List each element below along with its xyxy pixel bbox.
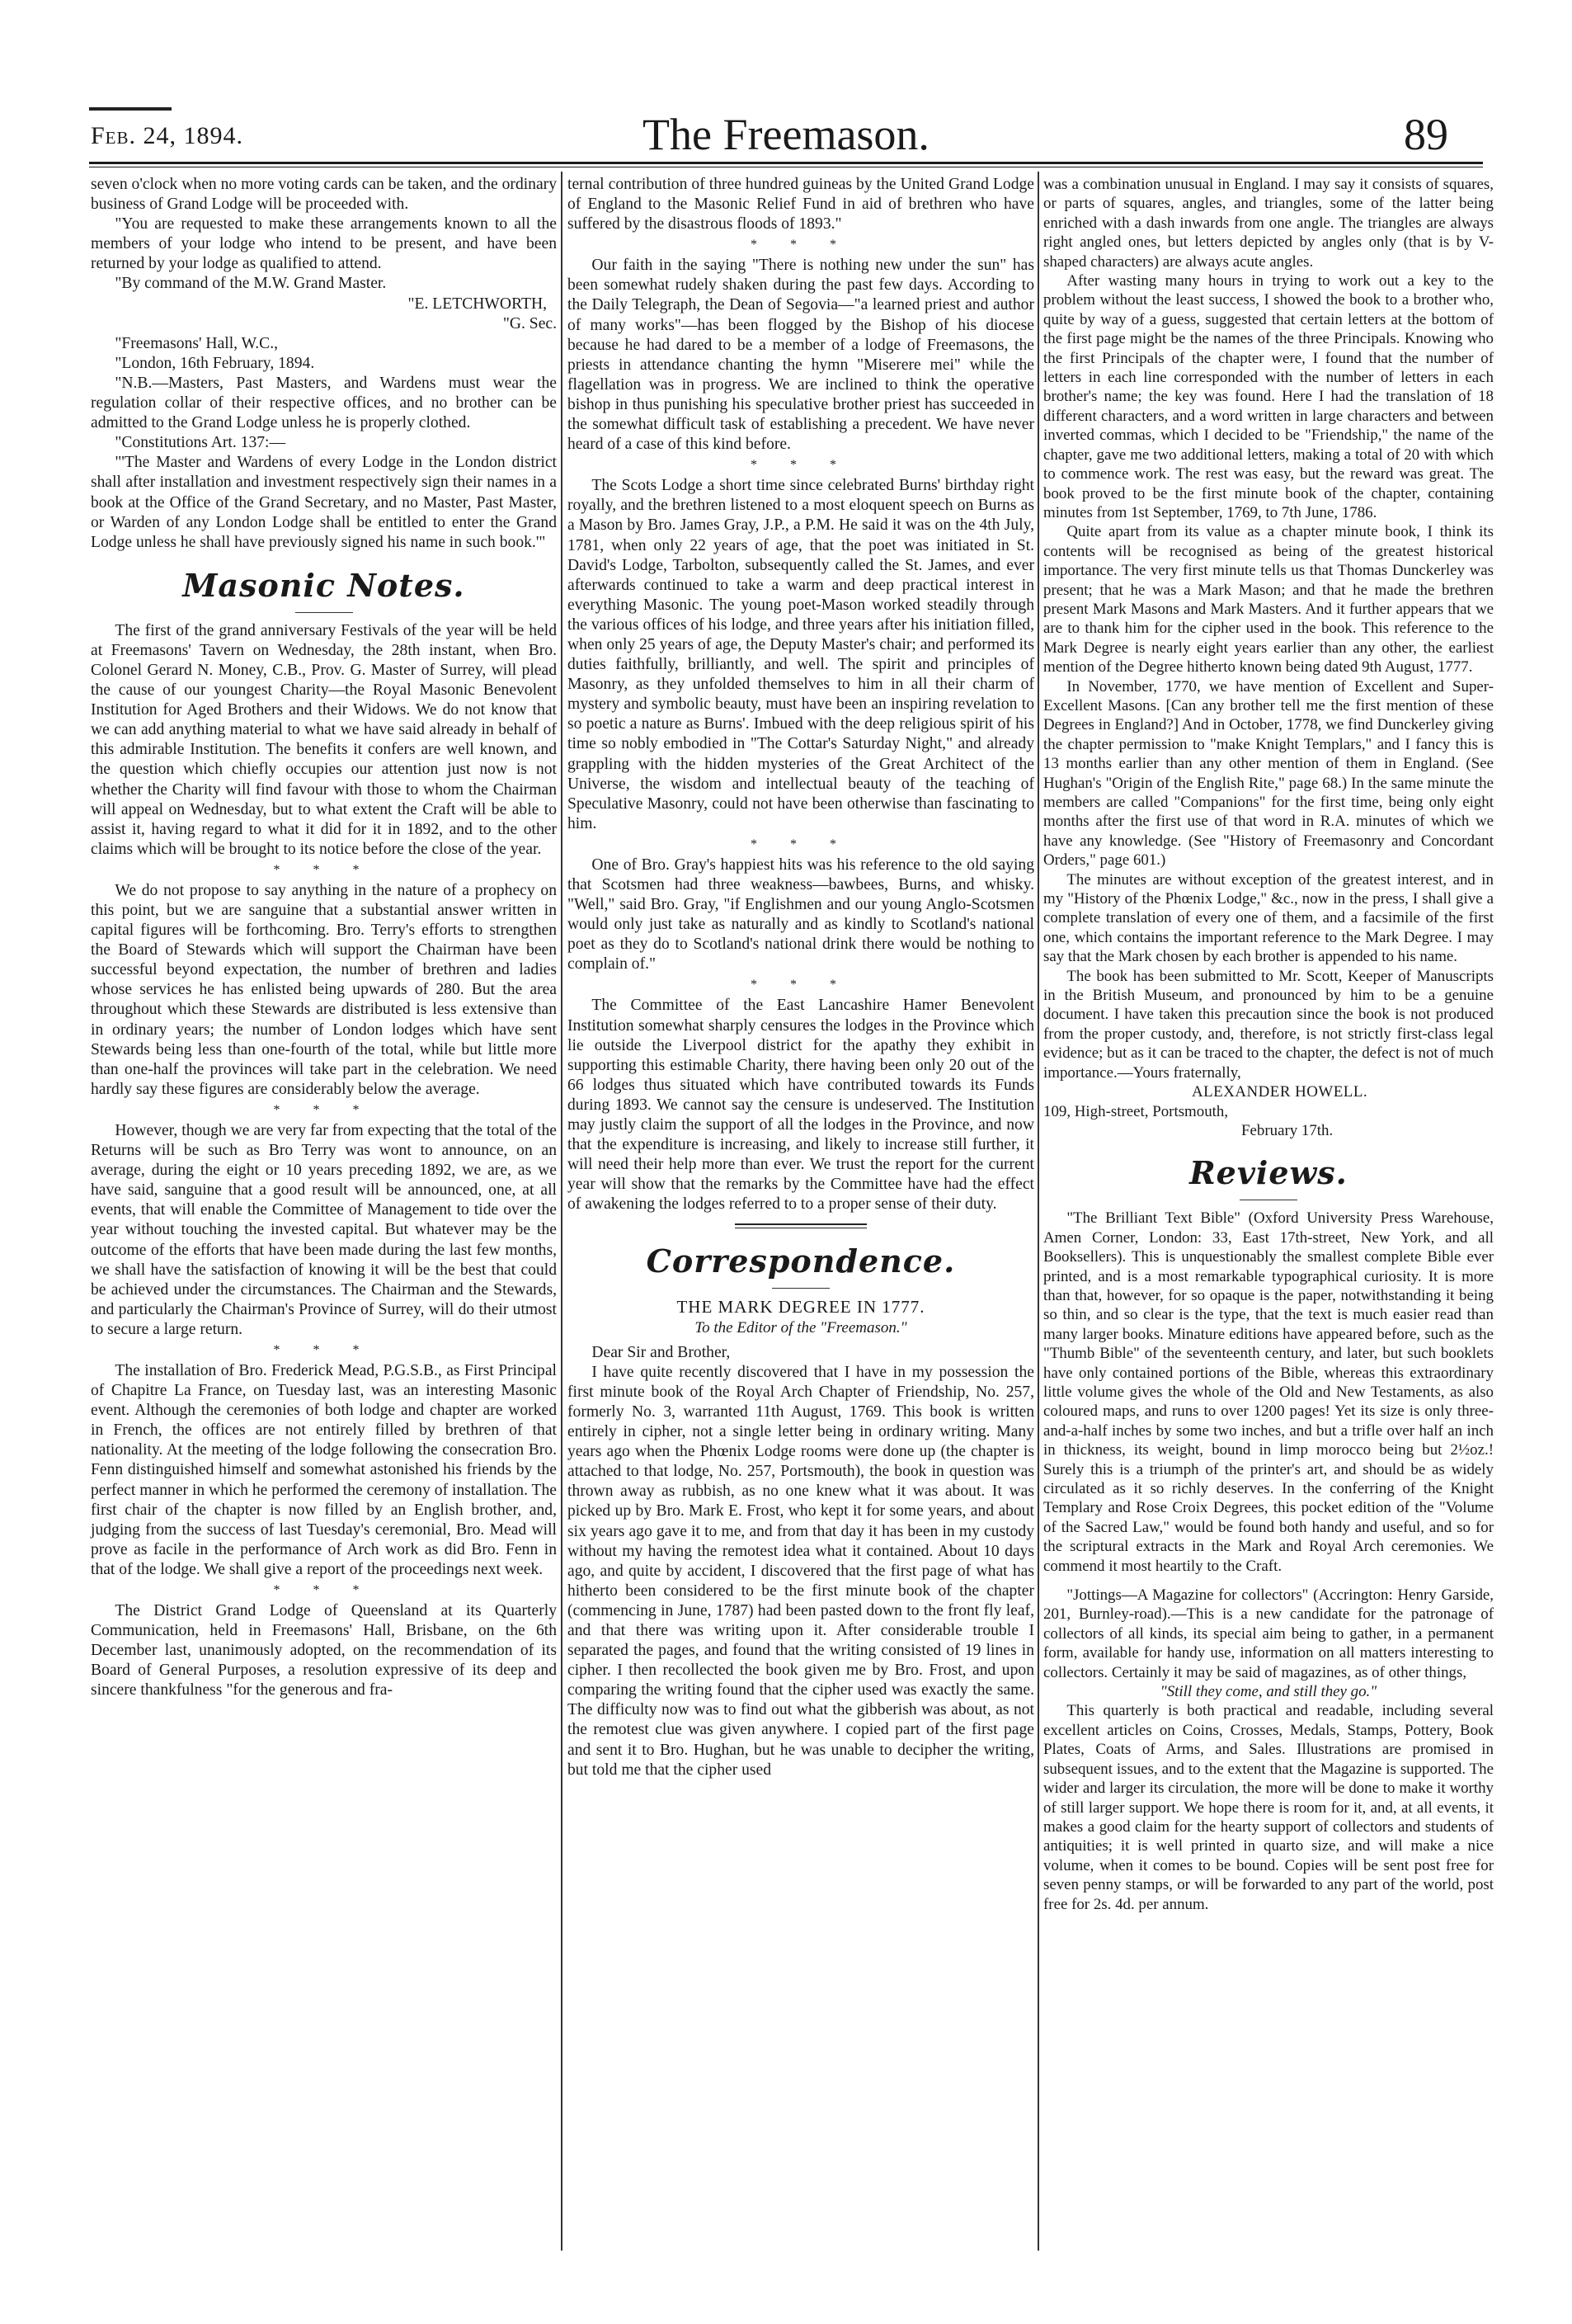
- paragraph: The Committee of the East Lancashire Hamer Benevolent Institution somewhat sharply censures the lodges in the Province which lie outside the Liverpool district for the apathy they exhibit in supporting this estimable Charity, there having been only 20 out of the 66 lodges thus situated which have contributed towards its Funds during 1893. We cannot say the censure is undeserved. The Institution may justly claim the support of all the lodges in the Province, and now that the expenditure is increasing, and likely to increase still further, it will need their help more than ever. We trust the report for the current year will show that the remarks by the Committee have had the effect of awakening the lodges referred to to a proper sense of their duty.: [567, 997, 1034, 1214]
- separator-stars: * * *: [273, 1583, 374, 1597]
- separator-stars: * * *: [751, 458, 851, 473]
- issue-date: Feb. 24, 1894.: [91, 122, 244, 149]
- page-number: 89: [1404, 110, 1448, 159]
- paragraph: "The Brilliant Text Bible" (Oxford University Press Warehouse, Amen Corner, London: 33, East 17th-street, New York, and all Booksellers). This is unquestionably the smallest complete Bible ever printed, and is a most remarkable typographical curiosity. It is more than that, however, for so opaque is the paper, notwithstanding it being so thin, and so clear is the type, that the text is much easier read than many larger books. Minature editions have appeared before, such as the "Thumb Bible" of the seventeenth century, and later, but such booklets have only contained portions of the Bible, whereas this extraordinary little volume gives the whole of the Old and New Testaments, as also coloured maps, and runs to over 1200 pages! Yet its size is only three-and-a-half inches by some two inches, and but a trifle over half an inch in thickness, its weight, bound in limp morocco being but 2½oz.! Surely this is a triumph of the printer's art, and should be as widely circulated as it so richly deserves. In the conferring of the Knight Templary and Rose Croix Degrees, this pocket edition of the "Volume of the Sacred Law," would be found both handy and useful, and so for the scriptural extracts in the Mark and Royal Arch ceremonies. We commend it most heartily to the Craft.: [1043, 1209, 1494, 1575]
- separator-stars: * * *: [273, 862, 374, 877]
- salutation: Dear Sir and Brother,: [591, 1343, 731, 1361]
- paragraph: However, though we are very far from expecting that the total of the Returns will be such as Bro Terry was wont to announce, on an average, during the eight or 10 years preceding 1892, we are, as we have said, sanguine that a good result will be announced, one, at all events, that will enable the Committee of Management to tide over the year without touching the invested capital. But whatever may be the outcome of the efforts that have been made during the last few months, we shall have the satisfaction of knowing it will be the best that could be achieved under the circumstances. The Chairman and the Stewards, and particularly the Chairman's Province of Surrey, will do their utmost to secure a large return.: [91, 1121, 557, 1338]
- column-divider-2: [1038, 172, 1039, 2251]
- masthead-title: The Freemason.: [642, 110, 930, 159]
- paragraph: Quite apart from its value as a chapter minute book, I think its contents will be recognised as being of the greatest historical importance. The very first minute tells us that Thomas Dunckerley was present; that he was a Mark Mason; and that he made the brethren present Mark Masons and Mark Masters. And it further appears that we are to thank him for the cipher used in the book. This reference to the Mark Degree is nearly eight years earlier than any other, the earliest mention of the Degree hitherto known being dated 9th August, 1777.: [1043, 523, 1494, 676]
- letter-signature: ALEXANDER HOWELL.: [1192, 1083, 1368, 1101]
- paragraph: "You are requested to make these arrangements known to all the members of your lodge who intend to be present, and have been returned by your lodge as qualified to attend.: [91, 215, 557, 273]
- paragraph: "'The Master and Wardens of every Lodge in the London district shall after installation and investment respectively sign their names in a book at the Office of the Grand Secretary, and no Master, Past Master, or Warden of any London Lodge shall be entitled to enter the Grand Lodge unless he shall have previously signed his name in such book.'": [91, 454, 557, 551]
- column-1: [91, 175, 557, 1700]
- paragraph: "N.B.—Masters, Past Masters, and Wardens must wear the regulation collar of their respective offices, and no brother can be admitted to the Grand Lodge unless he is properly clothed.: [91, 374, 557, 432]
- paragraph: was a combination unusual in England. I may say it consists of squares, or parts of squares, angles, and triangles, some of the latter being enriched with a dash inwards from one angle. The triangles are always right angled ones, but letters depicted by angles only (that is by V-shaped characters) are always acute angles.: [1043, 176, 1494, 271]
- heading-rule: [772, 1288, 830, 1289]
- paragraph: seven o'clock when no more voting cards can be taken, and the ordinary business of Grand Lodge will be proceeded with.: [91, 176, 557, 214]
- paragraph: "Constitutions Art. 137:—: [115, 434, 286, 452]
- address-line: "Freemasons' Hall, W.C.,: [115, 334, 279, 352]
- paragraph: The installation of Bro. Frederick Mead, P.G.S.B., as First Principal of Chapitre La France, on Tuesday last, was an interesting Masonic event. Although the ceremonies of both lodge and chapter are worked in French, the offices are not entirely filled by brethren of that nationality. At the meeting of the lodge following the consecration Bro. Fenn distinguished himself and somewhat astonished his friends by the perfect manner in which he performed the ceremony of installation. The first chair of the chapter is now filled by an English brother, and, judging from the success of last Tuesday's ceremonial, Bro. Mead will prove as facile in the performance of Arch work as did Bro. Fenn in that of the lodge. We shall give a report of the proceedings next week.: [91, 1361, 557, 1578]
- paragraph: After wasting many hours in trying to work out a key to the problem without the least success, I showed the book to a brother who, quite by way of a guess, suggested that certain letters at the bottom of the first page might be the names of the three Principals. Knowing who the first Principals of the chapter were, I found that the number of letters in each line corresponded with the number of letters in each brother's name; the key was found. Here I had the translation of 18 different characters, and a word written in large characters and between inverted commas, which I decided to be "Friendship," the name of the chapter, gave me two additional letters, making a total of 20 with which to commence work. The rest was easy, but the reward was great. The book proved to be the first minute book of the chapter, containing minutes from 1st September, 1769, to 7th June, 1786.: [1043, 272, 1494, 521]
- section-double-rule: [735, 1223, 867, 1228]
- paragraph: "By command of the M.W. Grand Master.: [115, 275, 387, 293]
- paragraph: Our faith in the saying "There is nothing new under the sun" has been somewhat rudely shaken during the past few days. According to the Daily Telegraph, the Dean of Segovia—"a learned priest and author of many works"—has been flogged by the Bishop of his diocese because he had dared to be a member of a lodge of Freemasons, the priests in attendance chanting the hymn "Miserere mei" while the flagellation was in progress. We are inclined to think the operative bishop in thus punishing his speculative brother priest has succeeded in the somewhat difficult task of establishing a precedent. We have never heard of a case of this kind before.: [567, 257, 1034, 454]
- paragraph: ternal contribution of three hundred guineas by the United Grand Lodge of England to the Masonic Relief Fund in aid of brethren who have suffered by the disastrous floods of 1893.": [567, 176, 1034, 233]
- signature-title: "G. Sec.: [502, 314, 557, 332]
- section-heading-masonic-notes: Masonic Notes.: [182, 566, 465, 604]
- paragraph: The minutes are without exception of the greatest interest, and in my "History of the Phœnix Lodge," &c., now in the press, I shall give a complete translation of every one of them, and a facsimile of the first one, which contains the important reference to the Mark Degree. I may say that the Mark chosen by each brother is appended to his name.: [1043, 870, 1494, 966]
- paragraph: In November, 1770, we have mention of Excellent and Super-Excellent Masons. [Can any brother tell me the first mention of these Degrees in England?] And in October, 1778, we find Dunckerley giving the chapter permission to "make Knight Templars," and I fancy this is 13 months earlier than any other mention of them in England. (See Hughan's "Origin of the English Rite," page 68.) In the same minute the members are called "Companions" for the first time, being only eight months after the first use of that word in R.A. minutes of which we have any knowledge. (See "History of Freemasonry and Concordant Orders," page 601.): [1043, 677, 1494, 870]
- paragraph: The book has been submitted to Mr. Scott, Keeper of Manuscripts in the British Museum, and pronounced by him to be a genuine document. I have taken this precaution since the book is not produced from the proper custody, and, therefore, is not strictly first-class legal evidence; but as it can be traced to the chapter, the defect is not of much importance.—Yours fraternally,: [1043, 967, 1494, 1082]
- paragraph: The first of the grand anniversary Festivals of the year will be held at Freemasons' Tavern on Wednesday, the 28th instant, when Bro. Colonel Gerard N. Money, C.B., Prov. G. Master of Surrey, will plead the cause of our youngest Charity—the Royal Masonic Benevolent Institution for Aged Brothers and their Widows. We do not know that we can add anything material to what we have said already in behalf of this admirable Institution. The benefits it confers are well known, and the question which chiefly occupies our attention just now is not whether the Charity will find favour with those to whom the Chairman will appeal on Wednesday, but to what extent the Craft will be able to assist it, having regard to what it did for it in 1892, and to the other claims which will be brought to its notice before the close of the year.: [91, 621, 557, 858]
- letter-title: THE MARK DEGREE IN 1777.: [676, 1296, 925, 1317]
- column-3: [1043, 175, 1494, 1914]
- address-line: "London, 16th February, 1894.: [115, 354, 315, 372]
- paragraph: "Jottings—A Magazine for collectors" (Accrington: Henry Garside, 201, Burnley-road).—This is a new candidate for the patronage of collectors of all kinds, its special aim being to gather, in a permanent form, available for handy use, information on all matters interesting to collectors. Certainly it may be said of magazines, as of other things,: [1043, 1586, 1494, 1681]
- paragraph: This quarterly is both practical and readable, including several excellent articles on Coins, Crosses, Medals, Stamps, Pottery, Book Plates, Coats of Arms, and Sales. Illustrations are promised in subsequent issues, and to the extent that the Magazine is supported. The wider and larger its circulation, the more will be done to make it worthy of still larger support. We hope there is room for it, and, at all events, it makes a good claim for the hearty support of collectors and students of antiquities; it is well printed in quarto size, and will make a nice volume, when it comes to be bound. Copies will be sent post free for seven penny stamps, or will be forwarded to any part of the world, post free for 2s. 4d. per annum.: [1043, 1702, 1494, 1913]
- address-line: February 17th.: [1241, 1121, 1334, 1139]
- column-2: [567, 175, 1034, 1780]
- heading-rule: [295, 612, 353, 613]
- paragraph: One of Bro. Gray's happiest hits was his reference to the old saying that Scotsmen had three weakness—bawbees, Burns, and whisky. "Well," said Bro. Gray, "if Englishmen and our young Anglo-Scotsmen would only just take as naturally and as kindly to Scotland's national poet as they do to Scotland's national drink there would be nothing to complain of.": [567, 856, 1034, 973]
- quotation: "Still they come, and still they go.": [1160, 1683, 1377, 1701]
- separator-stars: * * *: [751, 978, 851, 992]
- separator-stars: * * *: [751, 238, 851, 252]
- header-rule: [89, 162, 1483, 164]
- separator-stars: * * *: [751, 837, 851, 851]
- paragraph: The Scots Lodge a short time since celebrated Burns' birthday right royally, and the brethren listened to a most eloquent speech on Burns as a Mason by Bro. James Gray, J.P., a P.M. He said it was on the 4th July, 1781, when only 22 years of age, that the poet was initiated in St. David's Lodge, Tarbolton, subsequently called the St. James, and ever afterwards continued to take a warm and deep practical interest in everything Masonic. The young poet-Mason worked steadily through the various offices of his lodge, and three years after his initiation filled, when only 25 years of age, the Deputy Master's chair; and performed its duties faithfully, brilliantly, and well. The spirit and principles of Masonry, as they unfolded themselves to him in all their charm of mystery and symbolic beauty, must have been an inspiring revelation to so poetic a nature as Burns'. Imbued with the deep religious spirit of his time so nobly embodied in "The Cottar's Saturday Night," and already grappling with the hidden mysteries of the Great Architect of the Universe, the wisdom and intellectual beauty of the teaching of Speculative Masonry, could not have been otherwise than fascinating to him.: [567, 477, 1034, 832]
- separator-stars: * * *: [273, 1102, 374, 1117]
- spacer: [1043, 1576, 1494, 1586]
- letter-addressee: To the Editor of the "Freemason.": [694, 1318, 907, 1336]
- column-divider-1: [561, 172, 562, 2251]
- signature-name: "E. LETCHWORTH,: [407, 295, 547, 313]
- address-line: 109, High-street, Portsmouth,: [1043, 1102, 1229, 1120]
- section-heading-reviews: Reviews.: [1189, 1154, 1348, 1192]
- section-heading-correspondence: Correspondence.: [646, 1242, 956, 1280]
- paragraph: I have quite recently discovered that I have in my possession the first minute book of the Royal Arch Chapter of Friendship, No. 257, formerly No. 3, warranted 11th August, 1769. This book is written entirely in cipher, not a single letter being in ordinary writing. Many years ago when the Phœnix Lodge rooms were done up (the chapter is attached to that lodge, No. 257, Portsmouth), the book in question was thrown away as rubbish, as no one knew what it was about. It was picked up by Bro. Mark E. Frost, who kept it for some years, and about six years ago gave it to me, and from that day it has been in my custody without my having the remotest idea what it contained. About 10 days ago, and quite by accident, I discovered that the first page of what has hitherto been considered to be the first minute book of the chapter (commencing in June, 1787) had been pasted down to the front fly leaf, and that there was writing upon it. After considerable trouble I separated the pages, and found that the writing consisted of 19 lines in cipher. I then recollected the book given me by Bro. Frost, and upon comparing the writing found that the cipher used was exactly the same. The difficulty now was to find out what the gibberish was about, as not the remotest clue was given anywhere. I copied part of the first page and sent it to Bro. Hughan, but he was unable to decipher the writing, but told me that the cipher used: [567, 1363, 1034, 1779]
- paragraph: We do not propose to say anything in the nature of a prophecy on this point, but we are sanguine that a substantial answer written in capital figures will be forthcoming. Bro. Terry's efforts to strengthen the Board of Stewards which will support the Chairman have been successful beyond expectation, the number of brethren and ladies whose services he has enlisted being upwards of 280. But the area throughout which these Stewards are distributed is less extensive than in ordinary years; the number of London lodges which have sent Stewards being less than one-fourth of the total, while but little more than one-half the provinces will take part in the celebration. We need hardly say these figures are considerably below the average.: [91, 881, 557, 1098]
- separator-stars: * * *: [273, 1342, 374, 1357]
- paragraph: The District Grand Lodge of Queensland at its Quarterly Communication, held in Freemasons' Hall, Brisbane, on the 6th December last, unanimously adopted, on the recommendation of its Board of General Purposes, a resolution expressive of its deep and sincere thankfulness "for the generous and fra-: [91, 1602, 557, 1699]
